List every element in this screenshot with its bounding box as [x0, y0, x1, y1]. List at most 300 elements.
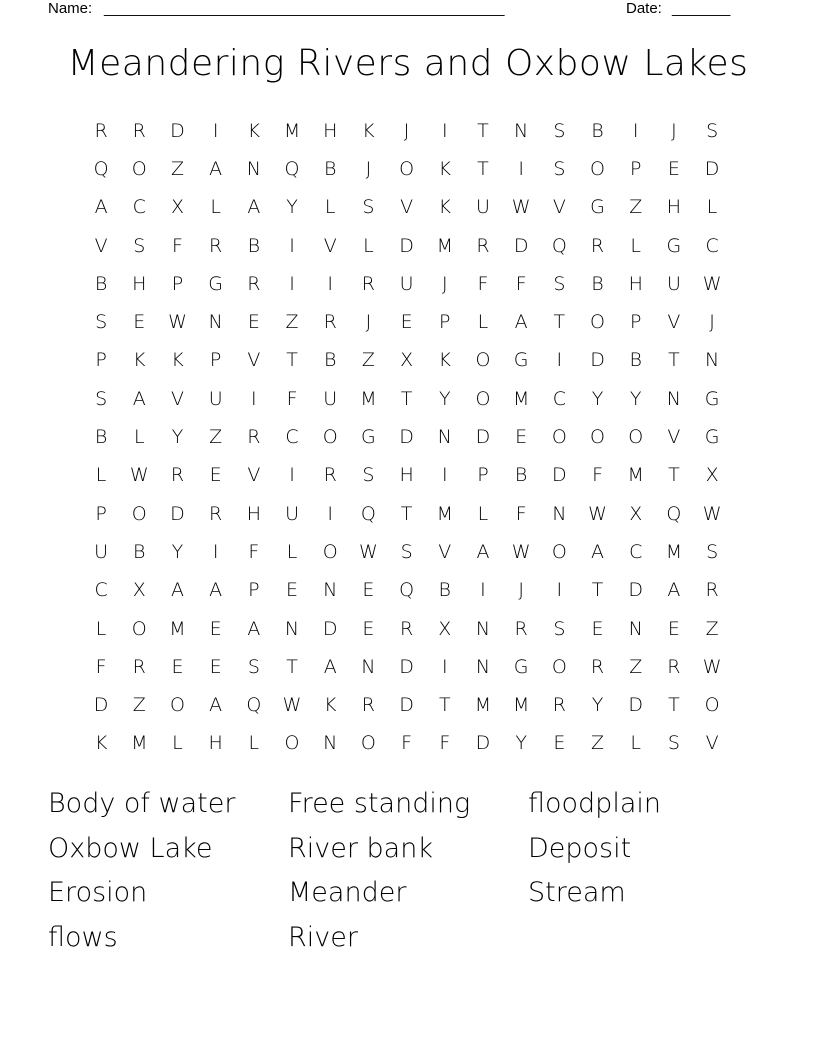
grid-letter: F: [592, 464, 603, 487]
grid-letter: R: [209, 502, 223, 525]
grid-letter: I: [556, 579, 563, 602]
grid-letter: I: [518, 157, 524, 180]
grid-letter: Z: [705, 617, 719, 640]
grid-letter: P: [95, 502, 107, 525]
grid-letter: S: [95, 311, 108, 334]
grid-letter: R: [323, 464, 337, 487]
grid-letter: D: [399, 655, 414, 678]
grid-letter: S: [667, 732, 680, 755]
grid-letter: W: [129, 464, 149, 487]
grid-letter: P: [477, 464, 489, 487]
grid-letter: E: [209, 655, 222, 678]
grid-letter: C: [629, 540, 643, 563]
grid-letter: O: [322, 426, 338, 449]
grid-letter: Z: [591, 732, 605, 755]
grid-letter: E: [362, 617, 375, 640]
grid-letter: H: [132, 272, 147, 295]
word-list-item: Stream: [528, 877, 626, 908]
grid-letter: P: [629, 157, 642, 180]
grid-letter: X: [170, 196, 184, 219]
grid-letter: S: [553, 617, 566, 640]
grid-letter: U: [323, 387, 338, 410]
grid-letter: I: [327, 272, 334, 295]
grid-letter: P: [629, 311, 642, 334]
grid-letter: M: [627, 464, 644, 487]
grid-letter: U: [399, 272, 414, 295]
grid-letter: Q: [284, 157, 300, 180]
grid-letter: G: [361, 426, 376, 449]
grid-letter: B: [514, 464, 528, 487]
grid-letter: S: [247, 655, 260, 678]
grid-letter: O: [590, 311, 606, 334]
grid-letter: Z: [132, 694, 146, 717]
grid-letter: H: [399, 464, 414, 487]
grid-letter: B: [591, 272, 604, 295]
grid-letter: T: [668, 349, 680, 372]
grid-letter: N: [361, 655, 376, 678]
grid-letter: Q: [666, 502, 682, 525]
word-list-item: Meander: [288, 877, 407, 908]
grid-letter: G: [513, 349, 529, 372]
grid-letter: R: [170, 464, 185, 487]
grid-letter: K: [171, 349, 184, 372]
grid-letter: Y: [171, 540, 184, 563]
grid-letter: E: [286, 579, 299, 602]
grid-letter: L: [95, 464, 107, 487]
grid-letter: P: [209, 349, 222, 372]
grid-letter: L: [477, 502, 489, 525]
grid-letter: L: [706, 196, 718, 219]
grid-letter: O: [551, 426, 567, 449]
grid-letter: D: [399, 234, 414, 257]
grid-letter: R: [209, 234, 223, 257]
grid-letter: R: [514, 617, 528, 640]
grid-letter: E: [400, 311, 413, 334]
grid-letter: O: [475, 349, 491, 372]
grid-letter: A: [514, 311, 528, 334]
grid-letter: F: [477, 272, 489, 295]
grid-letter: K: [438, 196, 452, 219]
grid-letter: W: [702, 272, 722, 295]
grid-letter: R: [590, 234, 605, 257]
grid-letter: I: [480, 579, 486, 602]
grid-letter: L: [477, 311, 489, 334]
grid-letter: L: [210, 196, 221, 219]
grid-letter: M: [283, 119, 301, 142]
grid-letter: X: [132, 579, 146, 602]
grid-letter: M: [665, 540, 683, 563]
grid-letter: B: [133, 540, 146, 563]
grid-letter: G: [666, 234, 682, 257]
grid-letter: D: [93, 694, 109, 717]
grid-letter: G: [590, 196, 605, 219]
grid-letter: R: [552, 694, 566, 717]
grid-letter: J: [403, 119, 410, 142]
grid-letter: B: [438, 579, 451, 602]
grid-letter: T: [668, 694, 680, 717]
grid-letter: N: [666, 387, 682, 410]
grid-letter: V: [667, 426, 681, 449]
grid-letter: N: [475, 655, 491, 678]
grid-letter: E: [553, 732, 566, 755]
grid-letter: X: [629, 502, 643, 525]
grid-letter: J: [441, 272, 448, 295]
word-list-item: Free standing: [288, 788, 471, 819]
grid-letter: O: [551, 655, 567, 678]
grid-letter: A: [132, 387, 146, 410]
grid-letter: V: [552, 196, 566, 219]
grid-letter: S: [133, 234, 146, 257]
grid-letter: C: [132, 196, 146, 219]
grid-letter: S: [553, 272, 566, 295]
grid-letter: T: [286, 655, 298, 678]
grid-letter: R: [247, 272, 261, 295]
grid-letter: D: [475, 732, 491, 755]
grid-letter: R: [132, 119, 146, 142]
grid-letter: P: [171, 272, 184, 295]
grid-letter: F: [439, 732, 451, 755]
grid-letter: I: [212, 540, 219, 563]
grid-letter: L: [133, 426, 145, 449]
grid-letter: O: [590, 157, 606, 180]
grid-letter: S: [362, 464, 375, 487]
grid-letter: I: [327, 502, 334, 525]
grid-letter: O: [399, 157, 415, 180]
grid-letter: F: [95, 655, 107, 678]
grid-letter: R: [247, 426, 261, 449]
grid-letter: D: [590, 349, 605, 372]
grid-letter: M: [512, 387, 530, 410]
grid-letter: Q: [246, 694, 262, 717]
grid-letter: I: [441, 464, 448, 487]
grid-letter: N: [208, 311, 223, 334]
grid-letter: K: [323, 694, 337, 717]
grid-letter: L: [95, 617, 107, 640]
grid-letter: W: [359, 540, 378, 563]
grid-letter: D: [475, 426, 491, 449]
grid-letter: Q: [551, 234, 567, 257]
grid-letter: G: [704, 387, 720, 410]
grid-letter: M: [131, 732, 148, 755]
grid-letter: E: [591, 617, 604, 640]
grid-letter: D: [399, 694, 414, 717]
grid-letter: Z: [629, 196, 643, 219]
grid-letter: Z: [170, 157, 184, 180]
grid-letter: N: [323, 732, 338, 755]
grid-letter: V: [705, 732, 719, 755]
grid-letter: Y: [629, 387, 642, 410]
grid-letter: I: [632, 119, 639, 142]
grid-letter: X: [400, 349, 414, 372]
grid-letter: M: [512, 694, 530, 717]
grid-letter: A: [247, 196, 261, 219]
grid-letter: O: [169, 694, 185, 717]
grid-letter: U: [208, 387, 223, 410]
grid-letter: Y: [438, 387, 451, 410]
grid-letter: B: [94, 272, 108, 295]
grid-letter: G: [704, 426, 720, 449]
grid-letter: E: [667, 157, 680, 180]
grid-letter: B: [323, 157, 337, 180]
grid-letter: B: [591, 119, 604, 142]
grid-letter: T: [400, 387, 413, 410]
grid-letter: X: [705, 464, 719, 487]
word-list-item: Body of water: [48, 788, 236, 819]
grid-letter: N: [246, 157, 261, 180]
grid-letter: N: [475, 617, 491, 640]
grid-letter: K: [133, 349, 146, 372]
grid-letter: Y: [515, 732, 527, 755]
grid-letter: K: [438, 349, 452, 372]
grid-letter: N: [284, 617, 300, 640]
grid-letter: U: [94, 540, 109, 563]
grid-letter: I: [441, 655, 448, 678]
grid-letter: O: [360, 732, 376, 755]
grid-letter: T: [591, 579, 604, 602]
grid-letter: H: [323, 119, 338, 142]
grid-letter: H: [628, 272, 643, 295]
grid-letter: J: [671, 119, 677, 142]
date-line: _______: [672, 0, 731, 17]
grid-letter: A: [476, 540, 490, 563]
grid-letter: A: [591, 540, 605, 563]
grid-letter: T: [477, 119, 489, 142]
grid-letter: L: [630, 234, 642, 257]
grid-letter: T: [438, 694, 451, 717]
grid-letter: U: [476, 196, 490, 219]
grid-letter: F: [172, 234, 183, 257]
grid-letter: O: [628, 426, 644, 449]
word-list-item: River bank: [288, 832, 433, 864]
grid-letter: H: [666, 196, 682, 219]
grid-letter: V: [170, 387, 184, 410]
grid-letter: A: [209, 157, 223, 180]
grid-letter: N: [437, 426, 452, 449]
grid-letter: R: [590, 655, 605, 678]
grid-letter: R: [361, 272, 375, 295]
letter-grid: [82, 112, 731, 763]
grid-letter: V: [667, 311, 681, 334]
grid-letter: V: [323, 234, 337, 257]
word-list-item: River: [288, 921, 358, 953]
grid-letter: E: [247, 311, 260, 334]
grid-letter: F: [401, 732, 413, 755]
grid-letter: P: [248, 579, 260, 602]
grid-letter: K: [438, 157, 452, 180]
grid-letter: Q: [360, 502, 376, 525]
grid-letter: D: [170, 502, 185, 525]
grid-letter: S: [95, 387, 108, 410]
grid-letter: L: [324, 196, 336, 219]
grid-letter: S: [706, 540, 719, 563]
grid-letter: C: [705, 234, 719, 257]
grid-letter: L: [363, 234, 374, 257]
grid-letter: Z: [629, 655, 643, 678]
grid-letter: K: [247, 119, 261, 142]
grid-letter: C: [552, 387, 566, 410]
grid-letter: S: [553, 119, 566, 142]
word-list-item: Deposit: [528, 832, 632, 864]
grid-letter: R: [94, 119, 108, 142]
grid-letter: S: [400, 540, 413, 563]
grid-letter: D: [513, 234, 529, 257]
word-list-item: Oxbow Lake: [48, 832, 213, 864]
grid-letter: A: [667, 579, 681, 602]
grid-letter: G: [208, 272, 224, 295]
grid-letter: D: [628, 694, 644, 717]
grid-letter: L: [172, 732, 183, 755]
grid-letter: X: [438, 617, 452, 640]
grid-letter: W: [168, 311, 187, 334]
grid-letter: I: [212, 119, 219, 142]
grid-letter: I: [441, 119, 448, 142]
grid-letter: N: [704, 349, 720, 372]
grid-letter: R: [705, 579, 719, 602]
grid-letter: F: [248, 540, 260, 563]
grid-letter: O: [322, 540, 338, 563]
grid-letter: V: [247, 349, 261, 372]
grid-letter: S: [362, 196, 375, 219]
grid-letter: I: [289, 234, 295, 257]
name-line: ________________________________________________: [104, 0, 505, 17]
grid-letter: D: [628, 579, 644, 602]
grid-letter: T: [553, 311, 566, 334]
grid-letter: R: [132, 655, 146, 678]
grid-letter: N: [323, 579, 338, 602]
word-list: [48, 784, 768, 962]
grid-letter: A: [170, 579, 184, 602]
grid-letter: K: [362, 119, 375, 142]
grid-letter: M: [169, 617, 186, 640]
grid-letter: E: [209, 464, 222, 487]
grid-letter: Q: [399, 579, 415, 602]
grid-letter: R: [361, 694, 375, 717]
grid-letter: L: [248, 732, 260, 755]
grid-letter: J: [365, 157, 372, 180]
grid-letter: V: [94, 234, 108, 257]
grid-letter: I: [556, 349, 563, 372]
grid-letter: T: [286, 349, 298, 372]
grid-letter: G: [513, 655, 529, 678]
grid-letter: E: [515, 426, 528, 449]
grid-letter: E: [667, 617, 680, 640]
grid-letter: R: [323, 311, 337, 334]
grid-letter: B: [94, 426, 108, 449]
date-label: Date:: [626, 0, 662, 17]
grid-letter: C: [94, 579, 108, 602]
grid-letter: A: [94, 196, 108, 219]
grid-letter: K: [94, 732, 108, 755]
grid-letter: V: [247, 464, 261, 487]
grid-letter: B: [247, 234, 261, 257]
grid-letter: A: [209, 694, 223, 717]
grid-letter: R: [476, 234, 490, 257]
grid-letter: I: [251, 387, 257, 410]
grid-letter: Y: [171, 426, 184, 449]
grid-letter: D: [170, 119, 185, 142]
grid-letter: T: [477, 157, 489, 180]
grid-letter: W: [282, 694, 302, 717]
grid-letter: N: [628, 617, 643, 640]
word-list-item: floodplain: [528, 788, 661, 819]
grid-letter: O: [131, 502, 147, 525]
grid-letter: U: [666, 272, 681, 295]
name-label: Name:: [48, 0, 93, 17]
grid-letter: S: [553, 157, 566, 180]
grid-letter: B: [323, 349, 337, 372]
grid-letter: O: [475, 387, 491, 410]
grid-letter: W: [511, 196, 531, 219]
grid-letter: N: [514, 119, 529, 142]
grid-letter: T: [668, 464, 680, 487]
grid-letter: O: [704, 694, 720, 717]
grid-letter: J: [518, 579, 524, 602]
grid-letter: Z: [209, 426, 223, 449]
grid-letter: U: [285, 502, 299, 525]
grid-letter: O: [551, 540, 567, 563]
grid-letter: O: [131, 617, 147, 640]
grid-letter: D: [552, 464, 567, 487]
grid-letter: Y: [591, 694, 604, 717]
worksheet-header: [48, 0, 740, 20]
grid-letter: R: [667, 655, 681, 678]
grid-letter: V: [400, 196, 414, 219]
grid-letter: A: [247, 617, 261, 640]
grid-letter: I: [289, 464, 295, 487]
grid-letter: O: [131, 157, 147, 180]
grid-letter: Q: [93, 157, 109, 180]
grid-letter: P: [95, 349, 107, 372]
grid-letter: S: [706, 119, 719, 142]
grid-letter: A: [323, 655, 337, 678]
grid-letter: W: [702, 655, 722, 678]
grid-letter: J: [709, 311, 715, 334]
grid-letter: H: [246, 502, 261, 525]
grid-letter: H: [208, 732, 223, 755]
grid-letter: Y: [591, 387, 604, 410]
grid-letter: E: [133, 311, 146, 334]
grid-letter: F: [515, 272, 527, 295]
word-list-item: Erosion: [48, 877, 148, 908]
grid-letter: Z: [361, 349, 375, 372]
grid-letter: L: [286, 540, 298, 563]
grid-letter: B: [629, 349, 642, 372]
grid-letter: Y: [286, 196, 298, 219]
page-title: Meandering Rivers and Oxbow Lakes: [67, 43, 749, 84]
grid-letter: L: [630, 732, 642, 755]
word-list-item: flows: [48, 921, 118, 953]
grid-letter: F: [286, 387, 298, 410]
grid-letter: A: [209, 579, 223, 602]
grid-letter: N: [552, 502, 567, 525]
grid-letter: M: [360, 387, 377, 410]
grid-letter: O: [284, 732, 300, 755]
grid-letter: R: [399, 617, 414, 640]
grid-letter: E: [171, 655, 184, 678]
grid-letter: F: [515, 502, 527, 525]
grid-letter: P: [439, 311, 451, 334]
grid-letter: W: [511, 540, 531, 563]
grid-letter: M: [436, 234, 453, 257]
grid-letter: W: [588, 502, 607, 525]
grid-letter: C: [285, 426, 299, 449]
grid-letter: D: [322, 617, 338, 640]
grid-letter: Z: [285, 311, 299, 334]
grid-letter: W: [702, 502, 722, 525]
grid-letter: M: [474, 694, 492, 717]
grid-letter: M: [436, 502, 453, 525]
grid-letter: J: [365, 311, 372, 334]
